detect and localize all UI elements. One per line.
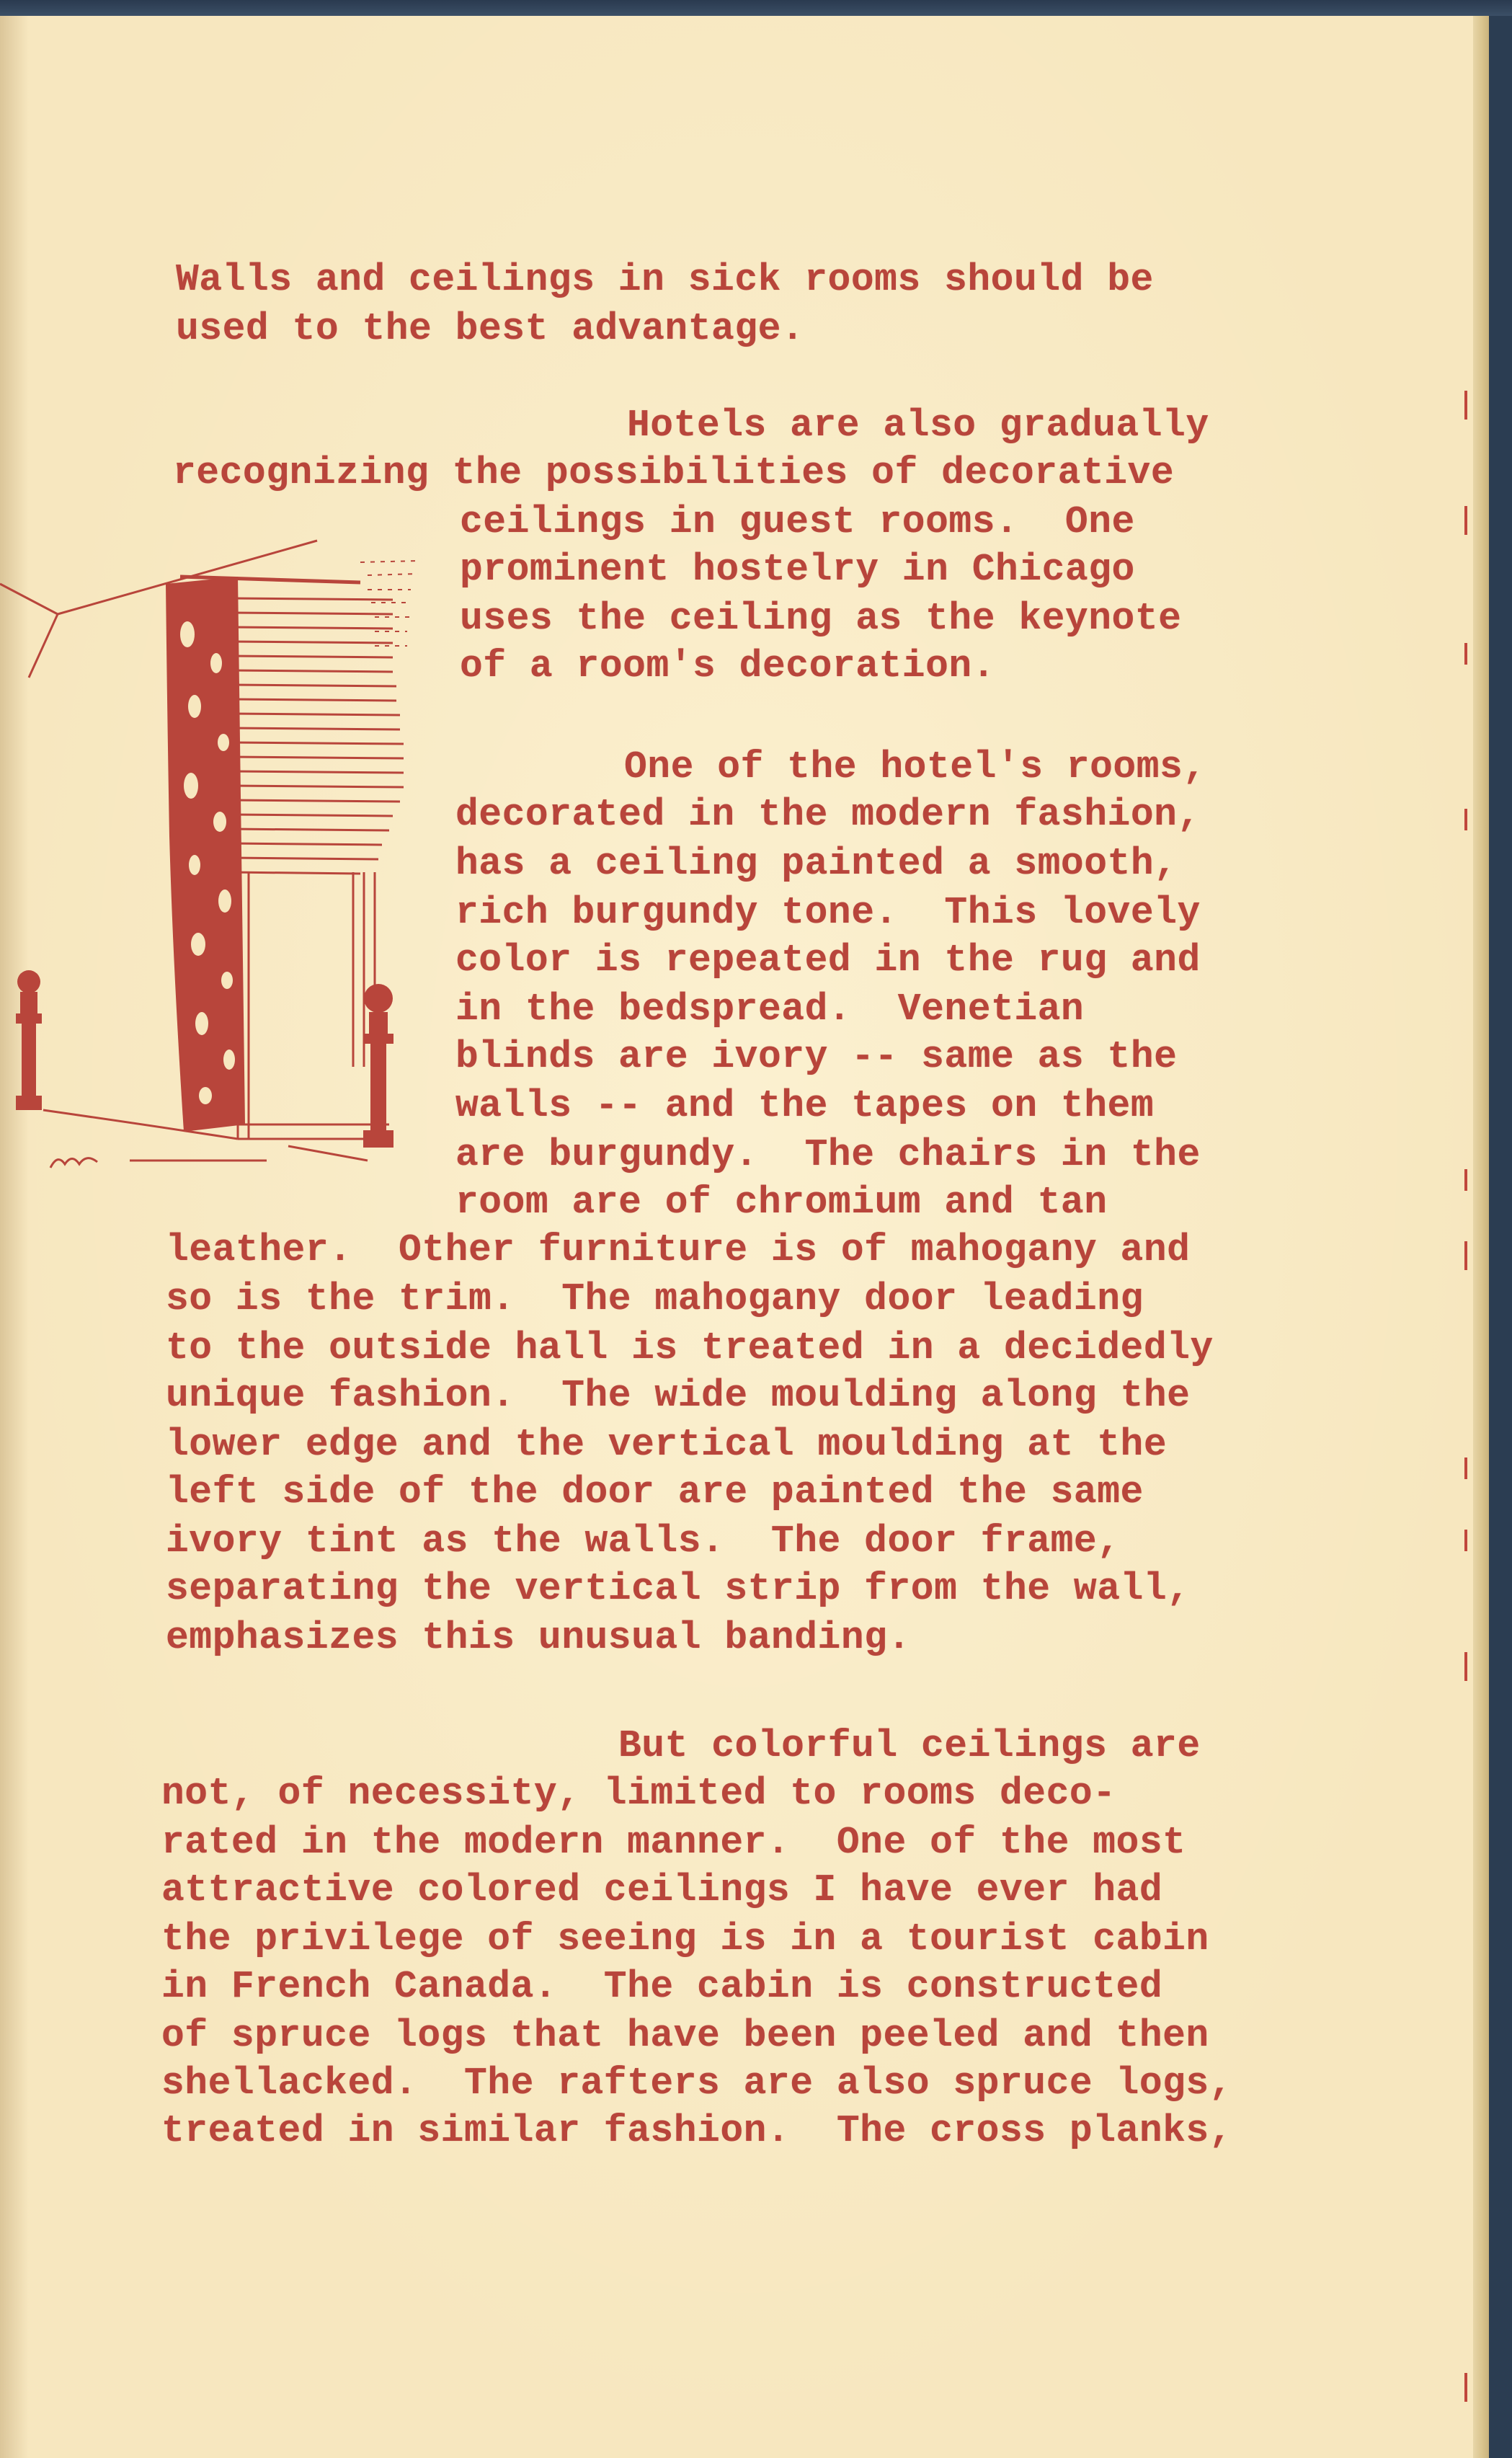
paragraph-3-line-1: One of the hotel's rooms, <box>624 745 1206 789</box>
paragraph-4-line-2: not, of necessity, limited to rooms deco- <box>161 1772 1116 1815</box>
window-illustration <box>0 533 432 1182</box>
paragraph-3-line-14: unique fashion. The wide moulding along the <box>166 1374 1191 1417</box>
paragraph-3-line-12: so is the trim. The mahogany door leading <box>166 1277 1144 1321</box>
paragraph-4-line-4: attractive colored ceilings I have ever had <box>161 1868 1163 1912</box>
paragraph-3-line-9: are burgundy. The chairs in the <box>455 1133 1201 1176</box>
paragraph-4-line-5: the privilege of seeing is in a tourist cabin <box>161 1917 1209 1961</box>
paragraph-4-line-3: rated in the modern manner. One of the most <box>161 1821 1186 1864</box>
paragraph-3-line-16: left side of the door are painted the same <box>166 1470 1144 1514</box>
paragraph-3-line-19: emphasizes this unusual banding. <box>166 1616 911 1659</box>
paragraph-3-line-15: lower edge and the vertical moulding at the <box>166 1423 1168 1466</box>
paragraph-2-line-4: prominent hostelry in Chicago <box>460 548 1135 591</box>
paragraph-2-line-1: Hotels are also gradually <box>627 404 1209 447</box>
paragraph-3-line-18: separating the vertical strip from the wall, <box>166 1567 1191 1610</box>
paragraph-1-line-2: used to the best advantage. <box>176 307 805 350</box>
paragraph-4-line-7: of spruce logs that have been peeled and then <box>161 2014 1209 2057</box>
paragraph-3-line-7: blinds are ivory -- same as the <box>455 1035 1178 1078</box>
paragraph-3-line-2: decorated in the modern fashion, <box>455 793 1201 836</box>
paragraph-3-line-10: room are of chromium and tan <box>455 1181 1108 1224</box>
paragraph-2-line-2: recognizing the possibilities of decorative <box>173 451 1175 494</box>
paragraph-1-line-1: Walls and ceilings in sick rooms should be <box>176 258 1154 301</box>
paragraph-4-line-6: in French Canada. The cabin is constructed <box>161 1965 1163 2008</box>
book-cover-top <box>0 0 1512 16</box>
paragraph-3-line-6: in the bedspread. Venetian <box>455 988 1085 1031</box>
paragraph-4-line-9: treated in similar fashion. The cross planks, <box>161 2109 1233 2152</box>
paragraph-3-line-17: ivory tint as the walls. The door frame, <box>166 1519 1121 1563</box>
paragraph-3-line-5: color is repeated in the rug and <box>455 939 1201 982</box>
paragraph-3-line-8: walls -- and the tapes on them <box>455 1084 1155 1127</box>
paragraph-3-line-13: to the outside hall is treated in a decidedly <box>166 1326 1214 1370</box>
paragraph-4-line-8: shellacked. The rafters are also spruce logs, <box>161 2062 1233 2105</box>
paragraph-3-line-3: has a ceiling painted a smooth, <box>455 842 1178 885</box>
page-edge <box>1473 16 1489 2458</box>
paragraph-3-line-4: rich burgundy tone. This lovely <box>455 891 1201 934</box>
paragraph-2-line-6: of a room's decoration. <box>460 644 996 688</box>
paragraph-3-line-11: leather. Other furniture is of mahogany and <box>166 1228 1191 1272</box>
paragraph-4-line-1: But colorful ceilings are <box>618 1724 1201 1767</box>
paragraph-2-line-5: uses the ceiling as the keynote <box>460 597 1182 640</box>
paragraph-2-line-3: ceilings in guest rooms. One <box>460 500 1135 543</box>
